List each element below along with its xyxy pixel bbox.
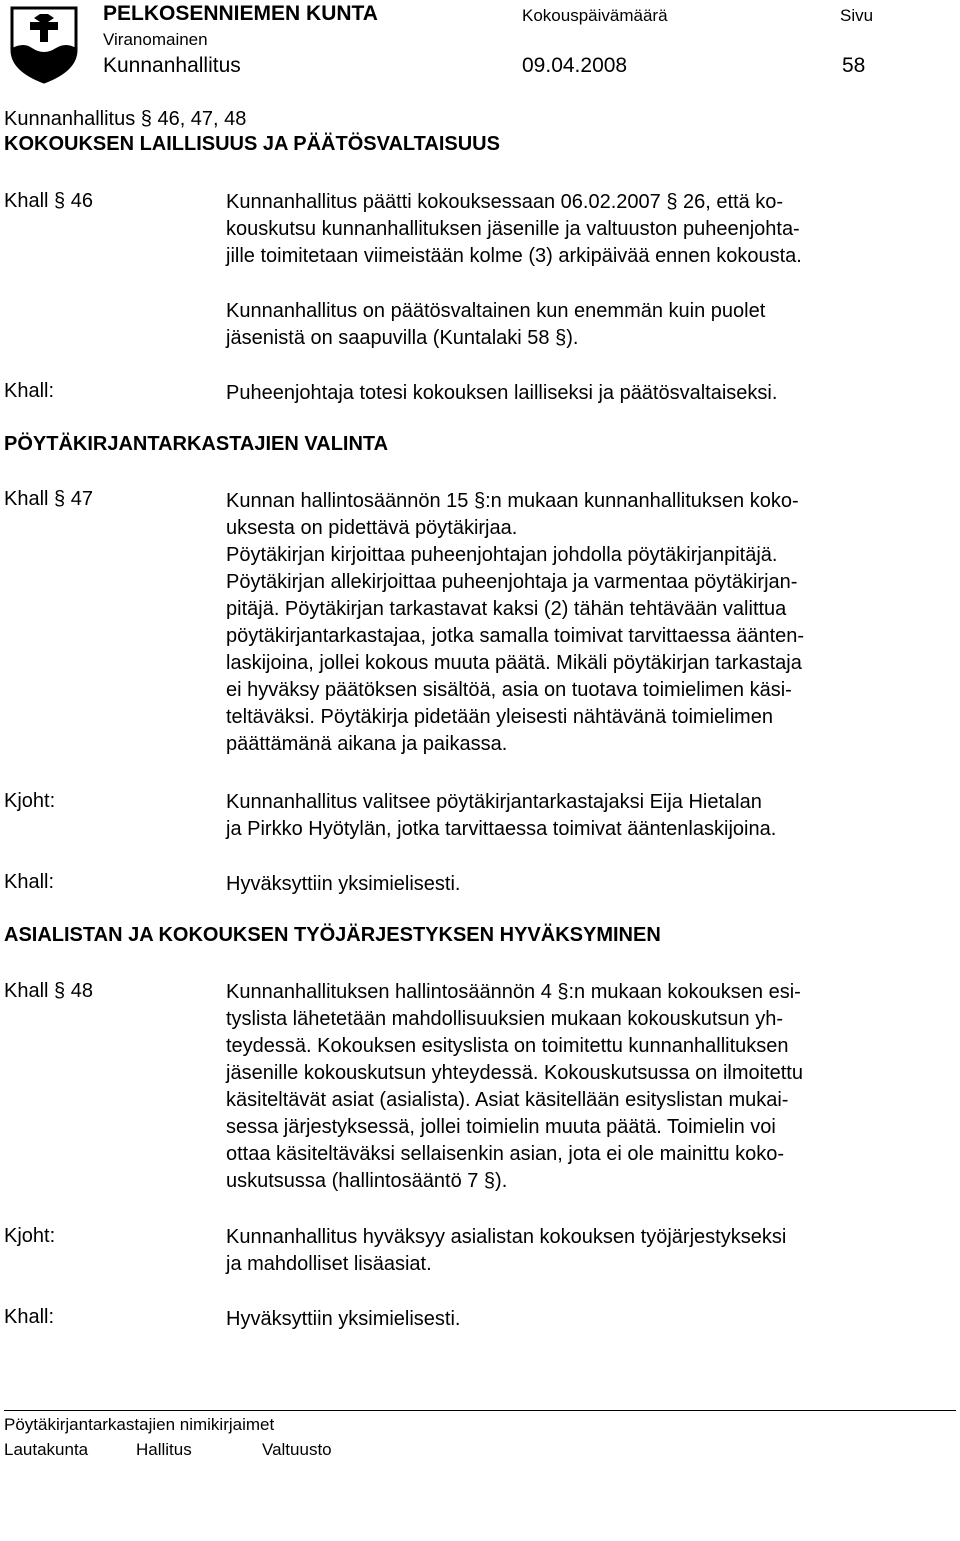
text-line: Pöytäkirjan allekirjoittaa puheenjohtaja ja varmentaa pöytäkirjan-	[226, 571, 798, 593]
authority-value: Kunnanhallitus	[103, 54, 241, 77]
text-line: ottaa käsiteltäväksi sellaisenkin asian, jota ei ole mainittu koko-	[226, 1143, 785, 1165]
paragraph-48-text	[226, 979, 946, 1195]
proposal-label-47: Kjoht:	[4, 790, 56, 812]
text-line: Kunnan hallintosäännön 15 §:n mukaan kunnanhallituksen koko-	[226, 490, 799, 512]
section-reference: Kunnanhallitus § 46, 47, 48	[4, 108, 247, 130]
text-line: kouskutsu kunnanhallituksen jäsenille ja valtuuston puheenjohta-	[226, 218, 800, 240]
text-line: ja Pirkko Hyötylän, jotka tarvittaessa toimivat ääntenlaskijoina.	[226, 818, 777, 840]
text-line: Pöytäkirjan kirjoittaa puheenjohtajan johdolla pöytäkirjanpitäjä.	[226, 544, 778, 566]
paragraph-46-text	[226, 189, 946, 270]
text-line: teltäväksi. Pöytäkirja pidetään yleisesti nähtävänä toimielimen	[226, 706, 773, 728]
text-line: uskutsussa (hallintosääntö 7 §).	[226, 1170, 508, 1192]
section-heading-47: PÖYTÄKIRJANTARKASTAJIEN VALINTA	[4, 433, 389, 455]
decision-label-48: Khall:	[4, 1306, 55, 1328]
meeting-date-label: Kokouspäivämäärä	[522, 6, 668, 25]
text-line: päättämänä aikana ja paikassa.	[226, 733, 508, 755]
paragraph-label-48: Khall § 48	[4, 980, 93, 1002]
text-line: uksesta on pidettävä pöytäkirjaa.	[226, 517, 518, 539]
page-label: Sivu	[840, 6, 874, 25]
proposal-47	[226, 789, 946, 843]
page-number: 58	[842, 54, 866, 77]
footer-col-valtuusto: Valtuusto	[262, 1440, 332, 1459]
section-heading-48: ASIALISTAN JA KOKOUKSEN TYÖJÄRJESTYKSEN HYVÄKSYMINEN	[4, 924, 661, 946]
text-line: Kunnanhallitus valitsee pöytäkirjantarkastajaksi Eija Hietalan	[226, 791, 762, 813]
text-line: Kunnanhallituksen hallintosäännön 4 §:n mukaan kokouksen esi-	[226, 981, 801, 1003]
decision-label-46: Khall:	[4, 380, 55, 402]
paragraph-46-quorum	[226, 298, 946, 352]
text-line: teydessä. Kokouksen esityslista on toimitettu kunnanhallituksen	[226, 1035, 789, 1057]
municipal-crest-logo	[4, 4, 84, 84]
paragraph-label-47: Khall § 47	[4, 488, 93, 510]
text-line: jille toimitetaan viimeistään kolme (3) arkipäivää ennen kokousta.	[226, 245, 802, 267]
footer-divider	[4, 1410, 956, 1411]
text-line: Kunnanhallitus on päätösvaltainen kun enemmän kuin puolet	[226, 300, 766, 322]
proposal-48	[226, 1224, 946, 1278]
section-title: KOKOUKSEN LAILLISUUS JA PÄÄTÖSVALTAISUUS	[4, 133, 500, 155]
text-line: jäsenille kokouskutsun yhteydessä. Kokouskutsussa on ilmoitettu	[226, 1062, 803, 1084]
text-line: ei hyväksy päätöksen sisältöä, asia on tuotava toimielimen käsi-	[226, 679, 792, 701]
footer-title: Pöytäkirjantarkastajien nimikirjaimet	[4, 1415, 275, 1434]
paragraph-label-46: Khall § 46	[4, 190, 93, 212]
text-line: jäsenistä on saapuvilla (Kuntalaki 58 §).	[226, 327, 579, 349]
text-line: Kunnanhallitus hyväksyy asialistan kokouksen työjärjestykseksi	[226, 1226, 787, 1248]
organization-name: PELKOSENNIEMEN KUNTA	[103, 2, 378, 25]
text-line: ja mahdolliset lisäasiat.	[226, 1253, 432, 1275]
meeting-date: 09.04.2008	[522, 54, 628, 77]
text-line: pöytäkirjantarkastajaa, jotka samalla toimivat tarvittaessa äänten-	[226, 625, 805, 647]
decision-47: Hyväksyttiin yksimielisesti.	[226, 873, 461, 895]
footer-col-lautakunta: Lautakunta	[4, 1440, 89, 1459]
text-line: pitäjä. Pöytäkirjan tarkastavat kaksi (2) tähän tehtävään valittua	[226, 598, 787, 620]
decision-48: Hyväksyttiin yksimielisesti.	[226, 1308, 461, 1330]
text-line: laskijoina, jollei kokous muuta päätä. Mikäli pöytäkirjan tarkastaja	[226, 652, 802, 674]
proposal-label-48: Kjoht:	[4, 1225, 56, 1247]
text-line: sessa järjestyksessä, jollei toimielin muuta päätä. Toimielin voi	[226, 1116, 776, 1138]
decision-46: Puheenjohtaja totesi kokouksen lailliseksi ja päätösvaltaiseksi.	[226, 382, 778, 404]
paragraph-47-text	[226, 488, 946, 758]
decision-label-47: Khall:	[4, 871, 55, 893]
text-line: tyslista lähetetään mahdollisuuksien mukaan kokouskutsun yh-	[226, 1008, 783, 1030]
text-line: Kunnanhallitus päätti kokouksessaan 06.02.2007 § 26, että ko-	[226, 191, 784, 213]
text-line: käsiteltävät asiat (asialista). Asiat käsitellään esityslistan mukai-	[226, 1089, 789, 1111]
footer-col-hallitus: Hallitus	[136, 1440, 192, 1459]
authority-label: Viranomainen	[103, 30, 208, 49]
